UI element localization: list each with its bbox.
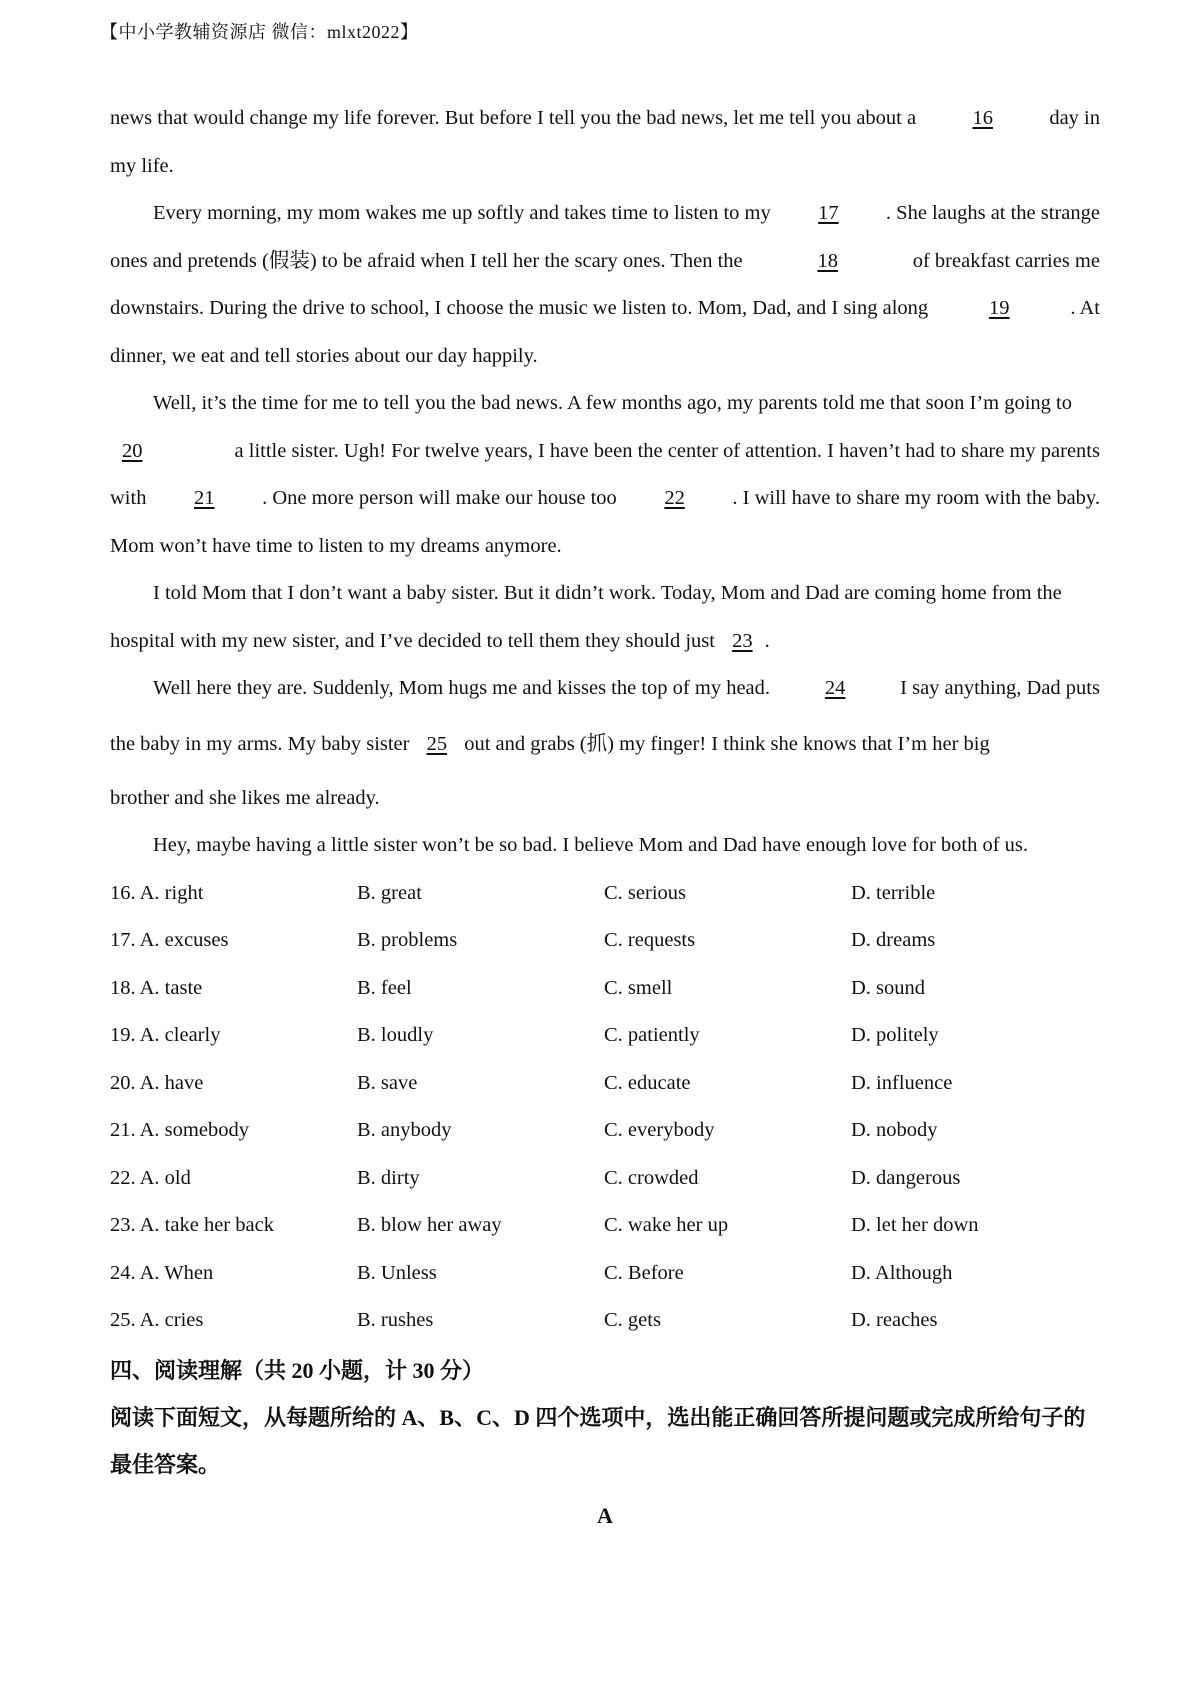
answer-options [110,870,1100,1345]
option-b: B. Unless [357,1261,437,1284]
question-row [110,1107,1100,1155]
option-c: C. patiently [604,1024,700,1046]
option-c: C. crowded [604,1166,699,1189]
passage-text: hospital with my new sister, and I’ve decided to tell them they should just [110,629,715,652]
option-c: C. wake her up [604,1214,729,1236]
passage-line [110,95,1100,143]
passage-text: . She laughs at the strange [885,202,1100,224]
option-a: 21. A. somebody [110,1119,249,1141]
option-b: B. rushes [357,1309,434,1331]
option-b: B. problems [357,929,458,951]
option-c: C. educate [604,1071,691,1094]
passage-text: . At [1070,297,1100,319]
option-c: C. gets [604,1309,661,1331]
blank-24: 24 [824,677,846,699]
option-b: B. great [357,881,422,904]
passage-text: I say anything, Dad puts [900,677,1100,699]
option-d: D. dangerous [851,1166,961,1189]
option-b: B. loudly [357,1024,434,1046]
passage-line [110,570,1100,618]
section-instructions: 阅读下面短文，从每题所给的 A、B、C、D 四个选项中，选出能正确回答所提问题或完成所给句子的最佳答案。 [110,1404,1086,1477]
passage-line [110,190,1100,238]
option-a: 16. A. right [110,881,204,904]
option-b: B. save [357,1071,418,1094]
option-c: C. requests [604,929,696,951]
blank-16: 16 [972,107,993,129]
blank-25: 25 [426,732,448,755]
option-b: B. feel [357,976,412,999]
option-b: B. dirty [357,1166,420,1189]
passage-text: . I will have to share my room with the baby. [732,487,1100,509]
passage-line [110,380,1100,428]
blank-17: 17 [818,202,839,224]
cloze-passage [110,95,1100,1539]
passage-line [110,618,1100,666]
option-c: C. everybody [604,1119,715,1141]
blank-21: 21 [194,487,215,509]
blank-22: 22 [664,487,685,509]
option-d: D. sound [851,976,926,999]
section-title: 四、阅读理解（共 20 小题，计 30 分） [110,1357,485,1383]
passage-line [110,523,1100,571]
passage-line [110,285,1100,333]
question-row [110,965,1100,1013]
option-d: D. dreams [851,929,936,951]
blank-20: 20 [122,439,143,462]
passage-text: I told Mom that I don’t want a baby sister. But it didn’t work. Today, Mom and Dad are coming home from the [153,582,1062,604]
option-c: C. Before [604,1261,684,1284]
passage-line [110,333,1100,381]
passage-text: downstairs. During the drive to school, I choose the music we listen to. Mom, Dad, and I sing along [110,297,929,319]
passage-text: dinner, we eat and tell stories about our day happily. [110,344,538,367]
option-d: D. reaches [851,1309,938,1331]
passage-line [110,238,1100,286]
passage-text: ones and pretends (假装) to be afraid when I tell her the scary ones. Then the [110,249,743,272]
passage-text: of breakfast carries me [912,249,1100,272]
option-d: D. terrible [851,881,936,904]
blank-23: 23 [732,629,753,652]
passage-text: Hey, maybe having a little sister won’t be so bad. I believe Mom and Dad have enough love for both of us. [153,834,1029,856]
option-b: B. blow her away [357,1214,502,1236]
question-row [110,917,1100,965]
header-note: 【中小学教辅资源店 微信：mlxt2022】 [100,22,419,42]
option-d: D. nobody [851,1119,938,1141]
passage-text: day in [1049,107,1100,129]
option-a: 24. A. When [110,1261,214,1284]
blank-18: 18 [817,249,838,272]
question-row [110,1202,1100,1250]
option-d: D. influence [851,1071,953,1094]
question-row [110,1155,1100,1203]
option-a: 17. A. excuses [110,929,229,951]
option-a: 23. A. take her back [110,1214,274,1236]
passage-text: brother and she likes me already. [110,786,380,809]
blank-19: 19 [989,297,1010,319]
passage-text: Well, it’s the time for me to tell you the bad news. A few months ago, my parents told me that soon I’m going to [153,392,1072,414]
passage-line [110,822,1100,870]
question-row [110,1012,1100,1060]
option-c: C. smell [604,976,673,999]
option-a: 25. A. cries [110,1309,204,1331]
option-d: D. politely [851,1024,939,1046]
passage-label: A [597,1502,613,1528]
passage-text: Every morning, my mom wakes me up softly and takes time to listen to my [153,202,771,224]
option-a: 19. A. clearly [110,1024,221,1046]
option-d: D. Although [851,1261,953,1284]
passage-text: the baby in my arms. My baby sister [110,732,410,755]
option-b: B. anybody [357,1119,452,1141]
option-d: D. let her down [851,1214,979,1236]
option-a: 18. A. taste [110,976,203,999]
question-row [110,1297,1100,1345]
passage-text: . One more person will make our house too [262,487,617,509]
question-row [110,870,1100,918]
passage-line [110,775,1100,823]
passage-text: Well here they are. Suddenly, Mom hugs me and kisses the top of my head. [153,677,771,699]
passage-text: a little sister. Ugh! For twelve years, I have been the center of attention. I haven’t had to share my parents [234,439,1100,462]
passage-line [110,713,1100,775]
question-row [110,1060,1100,1108]
option-c: C. serious [604,881,686,904]
passage-text: news that would change my life forever. But before I tell you the bad news, let me tell you about a [110,107,917,129]
passage-line [110,143,1100,191]
passage-line [110,475,1100,523]
question-row [110,1250,1100,1298]
passage-text: with [110,487,147,509]
option-a: 20. A. have [110,1071,204,1094]
passage-line [110,428,1100,476]
passage-text: out and grabs (抓) my finger! I think she knows that I’m her big [464,732,990,755]
passage-text: . [764,629,770,652]
passage-text: my life. [110,154,174,177]
option-a: 22. A. old [110,1166,191,1189]
passage-text: Mom won’t have time to listen to my dreams anymore. [110,534,562,557]
passage-line [110,665,1100,713]
